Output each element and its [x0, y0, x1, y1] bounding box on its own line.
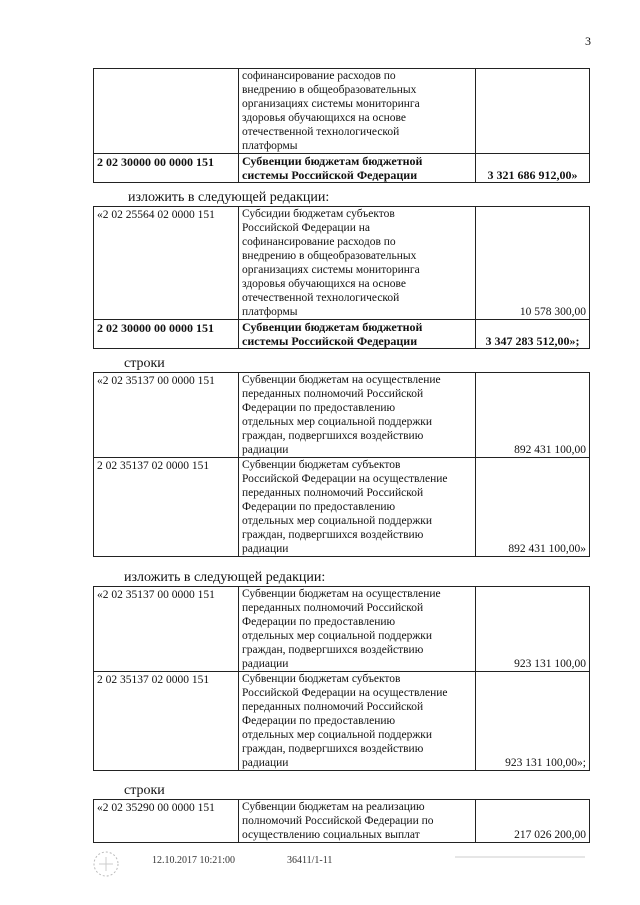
amount-cell: 10 578 300,00 [476, 207, 590, 320]
table-row [94, 320, 590, 349]
description-cell [239, 672, 476, 771]
description-line: Федерации по предоставлению [242, 402, 396, 414]
table-row [94, 800, 590, 843]
description-line: организациях системы мониторинга [242, 264, 420, 276]
description-line: отдельных мер социальной поддержки [242, 729, 433, 741]
budget-table-block-2 [93, 206, 590, 349]
description-line: Субвенции бюджетам на осуществление [242, 374, 441, 386]
description-line: граждан, подвергшихся воздействию [242, 743, 424, 755]
description-cell [239, 320, 476, 349]
section-label: изложить в следующей редакции: [128, 190, 330, 205]
description-line: отдельных мер социальной поддержки [242, 515, 433, 527]
amount-cell [476, 69, 590, 154]
page-number: 3 [585, 34, 591, 48]
amount-cell: 217 026 200,00 [476, 800, 590, 843]
description-line: софинансирование расходов по [242, 70, 396, 82]
description-line: Субвенции бюджетам бюджетной [242, 320, 423, 334]
description-line: Российской Федерации на осуществление [242, 473, 448, 485]
description-line: радиации [242, 444, 289, 456]
description-line: Субвенции бюджетам бюджетной [242, 154, 423, 168]
description-cell [239, 587, 476, 672]
description-line: организациях системы мониторинга [242, 98, 420, 110]
description-line: полномочий Российской Федерации по [242, 815, 434, 827]
amount-cell: 3 321 686 912,00» [476, 154, 590, 183]
budget-code-cell: 2 02 35137 02 0000 151 [94, 458, 239, 557]
description-cell [239, 458, 476, 557]
footer-doc-id: 36411/1-11 [287, 855, 333, 866]
budget-table-block-5 [93, 799, 590, 843]
description-line: платформы [242, 140, 298, 152]
description-line: системы Российской Федерации [242, 334, 418, 348]
registration-stamp-icon [92, 850, 120, 878]
table-row [94, 69, 590, 154]
budget-code-cell: 2 02 35137 02 0000 151 [94, 672, 239, 771]
description-line: граждан, подвергшихся воздействию [242, 529, 424, 541]
description-line: переданных полномочий Российской [242, 487, 424, 499]
budget-table-block-4 [93, 586, 590, 771]
description-cell [239, 154, 476, 183]
table-row [94, 672, 590, 771]
description-line: Российской Федерации на [242, 222, 370, 234]
budget-code-cell: «2 02 35137 00 0000 151 [94, 587, 239, 672]
description-line: Субвенции бюджетам субъектов [242, 673, 401, 685]
budget-code-cell: «2 02 35137 00 0000 151 [94, 373, 239, 458]
description-cell [239, 373, 476, 458]
section-label: строки [124, 783, 165, 798]
description-line: радиации [242, 757, 289, 769]
description-line: отечественной технологической [242, 292, 400, 304]
description-line: переданных полномочий Российской [242, 701, 424, 713]
table-row [94, 587, 590, 672]
budget-table-block-3 [93, 372, 590, 557]
budget-code-cell [94, 69, 239, 154]
section-label: строки [124, 356, 165, 371]
description-line: переданных полномочий Российской [242, 602, 424, 614]
description-line: Федерации по предоставлению [242, 616, 396, 628]
description-line: Субсидии бюджетам субъектов [242, 208, 395, 220]
amount-cell: 923 131 100,00 [476, 587, 590, 672]
description-line: Российской Федерации на осуществление [242, 687, 448, 699]
section-label: изложить в следующей редакции: [124, 570, 326, 585]
description-line: граждан, подвергшихся воздействию [242, 430, 424, 442]
description-line: граждан, подвергшихся воздействию [242, 644, 424, 656]
description-line: системы Российской Федерации [242, 168, 418, 182]
description-line: внедрению в общеобразовательных [242, 84, 417, 96]
description-line: внедрению в общеобразовательных [242, 250, 417, 262]
budget-code-cell: «2 02 35290 00 0000 151 [94, 800, 239, 843]
description-line: отдельных мер социальной поддержки [242, 630, 433, 642]
amount-cell: 923 131 100,00»; [476, 672, 590, 771]
budget-code-cell: «2 02 25564 02 0000 151 [94, 207, 239, 320]
description-line: Субвенции бюджетам субъектов [242, 459, 401, 471]
table-row [94, 458, 590, 557]
budget-code-cell: 2 02 30000 00 0000 151 [94, 320, 239, 349]
table-row [94, 207, 590, 320]
description-line: здоровья обучающихся на основе [242, 278, 407, 290]
amount-cell: 892 431 100,00 [476, 373, 590, 458]
description-line: Федерации по предоставлению [242, 715, 396, 727]
amount-cell: 892 431 100,00» [476, 458, 590, 557]
description-line: радиации [242, 658, 289, 670]
description-line: софинансирование расходов по [242, 236, 396, 248]
description-line: платформы [242, 306, 298, 318]
table-row [94, 154, 590, 183]
description-line: здоровья обучающихся на основе [242, 112, 407, 124]
description-line: отдельных мер социальной поддержки [242, 416, 433, 428]
footer-timestamp: 12.10.2017 10:21:00 [152, 855, 236, 866]
description-line: радиации [242, 543, 289, 555]
description-cell [239, 800, 476, 843]
description-line: осуществлению социальных выплат [242, 829, 420, 841]
description-line: Субвенции бюджетам на реализацию [242, 801, 425, 813]
table-row [94, 373, 590, 458]
faint-watermark-icon [455, 853, 585, 862]
amount-cell: 3 347 283 512,00»; [476, 320, 590, 349]
description-line: переданных полномочий Российской [242, 388, 424, 400]
budget-table-block-1 [93, 68, 590, 183]
description-line: Федерации по предоставлению [242, 501, 396, 513]
budget-code-cell: 2 02 30000 00 0000 151 [94, 154, 239, 183]
description-cell [239, 207, 476, 320]
description-line: отечественной технологической [242, 126, 400, 138]
description-cell [239, 69, 476, 154]
description-line: Субвенции бюджетам на осуществление [242, 588, 441, 600]
